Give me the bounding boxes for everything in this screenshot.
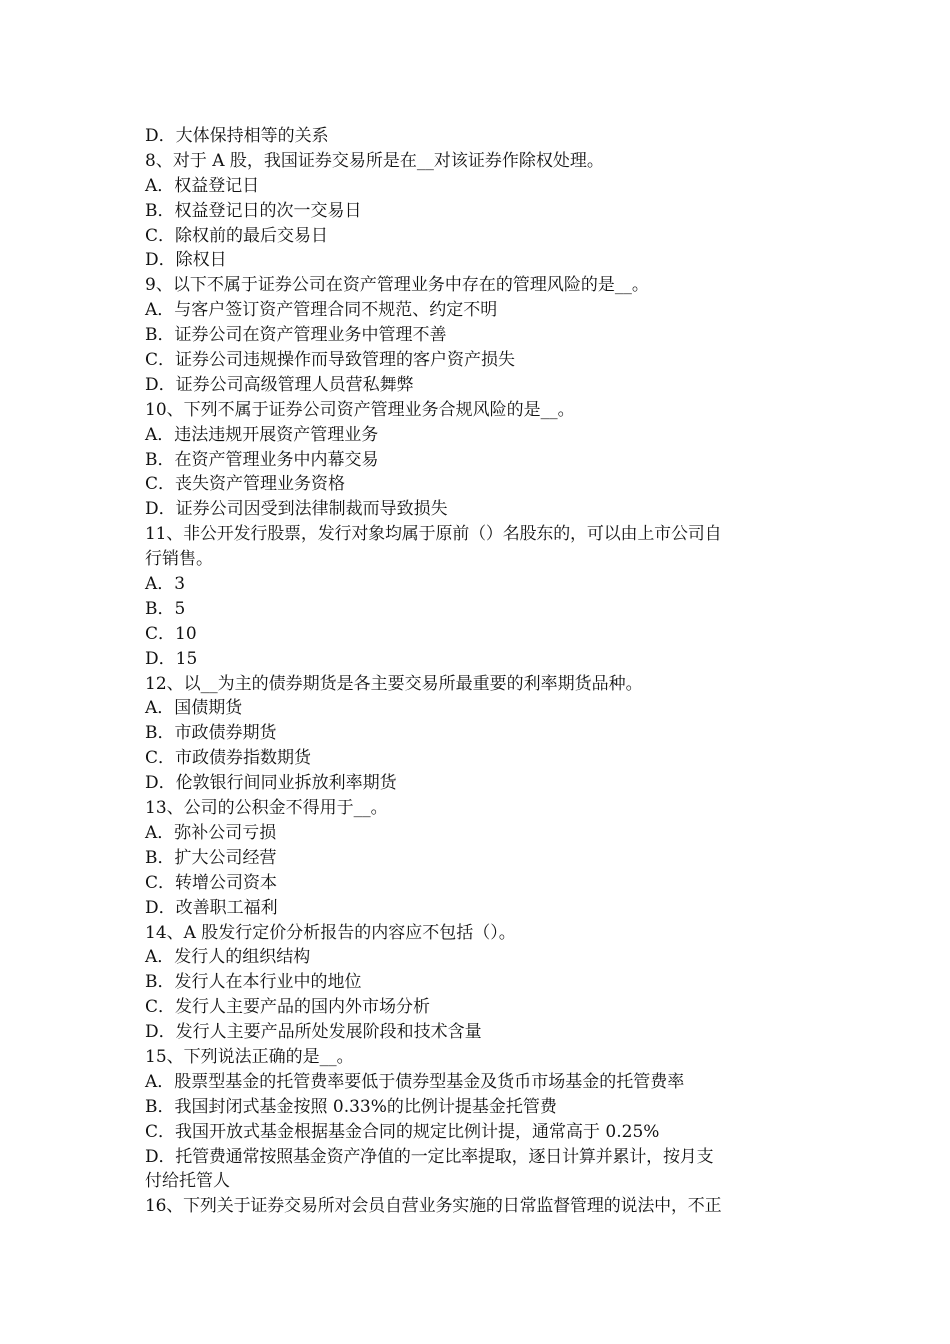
text-line: A．违法违规开展资产管理业务 <box>145 424 379 445</box>
text-line: B．我国封闭式基金按照 0.33%的比例计提基金托管费 <box>145 1096 557 1117</box>
text-line: C．转增公司资本 <box>145 872 278 893</box>
text-line: B．市政债券期货 <box>145 723 277 744</box>
text-line: D．除权日 <box>145 250 227 271</box>
text-line: A．权益登记日 <box>145 175 260 196</box>
text-line: B．在资产管理业务中内幕交易 <box>145 449 379 470</box>
document-body <box>145 124 811 1219</box>
text-line: 10、下列不属于证券公司资产管理业务合规风险的是__。 <box>145 399 575 420</box>
text-line: A．与客户签订资产管理合同不规范、约定不明 <box>145 300 498 321</box>
text-line: D．伦敦银行间同业拆放利率期货 <box>145 773 397 794</box>
text-line: 15、下列说法正确的是__。 <box>145 1046 354 1067</box>
text-line: 16、下列关于证券交易所对会员自营业务实施的日常监督管理的说法中，不正 <box>145 1196 722 1217</box>
text-line: A．3 <box>145 574 186 595</box>
text-line: D．发行人主要产品所处发展阶段和技术含量 <box>145 1022 482 1043</box>
text-line: C．发行人主要产品的国内外市场分析 <box>145 997 431 1018</box>
text-line: B．扩大公司经营 <box>145 847 277 868</box>
text-line: D．改善职工福利 <box>145 897 278 918</box>
text-line: 12、以__为主的债券期货是各主要交易所最重要的利率期货品种。 <box>145 673 643 694</box>
text-line: D．托管费通常按照基金资产净值的一定比率提取，逐日计算并累计，按月支 <box>145 1146 714 1167</box>
text-line: A．股票型基金的托管费率要低于债券型基金及货币市场基金的托管费率 <box>145 1071 685 1092</box>
text-line: 11、非公开发行股票，发行对象均属于原前（）名股东的，可以由上市公司自 <box>145 524 722 545</box>
text-line: A．国债期货 <box>145 698 243 719</box>
text-line: B．发行人在本行业中的地位 <box>145 972 362 993</box>
text-line: C．市政债券指数期货 <box>145 748 312 769</box>
text-line: C．丧失资产管理业务资格 <box>145 474 346 495</box>
text-line: 8、对于 A 股，我国证券交易所是在__对该证券作除权处理。 <box>145 150 604 171</box>
text-line: B．5 <box>145 598 186 619</box>
text-line: 付给托管人 <box>145 1171 230 1192</box>
text-line: 行销售。 <box>145 549 213 570</box>
text-line: D．15 <box>145 648 198 669</box>
text-line: 13、公司的公积金不得用于__。 <box>145 798 388 819</box>
text-line: A．发行人的组织结构 <box>145 947 311 968</box>
text-line: D．大体保持相等的关系 <box>145 126 329 146</box>
text-line: C．除权前的最后交易日 <box>145 225 329 246</box>
text-line: 14、A 股发行定价分析报告的内容应不包括（）。 <box>145 922 516 943</box>
text-line: C．10 <box>145 623 197 644</box>
text-line: B．证券公司在资产管理业务中管理不善 <box>145 325 447 346</box>
text-line: C．我国开放式基金根据基金合同的规定比例计提，通常高于 0.25% <box>145 1121 660 1142</box>
text-line: A．弥补公司亏损 <box>145 822 277 843</box>
text-line: B．权益登记日的次一交易日 <box>145 200 362 221</box>
text-line: C．证券公司违规操作而导致管理的客户资产损失 <box>145 350 516 371</box>
text-line: 9、以下不属于证券公司在资产管理业务中存在的管理风险的是__。 <box>145 275 649 296</box>
text-line: D．证券公司因受到法律制裁而导致损失 <box>145 499 448 520</box>
text-line: D．证券公司高级管理人员营私舞弊 <box>145 374 414 395</box>
